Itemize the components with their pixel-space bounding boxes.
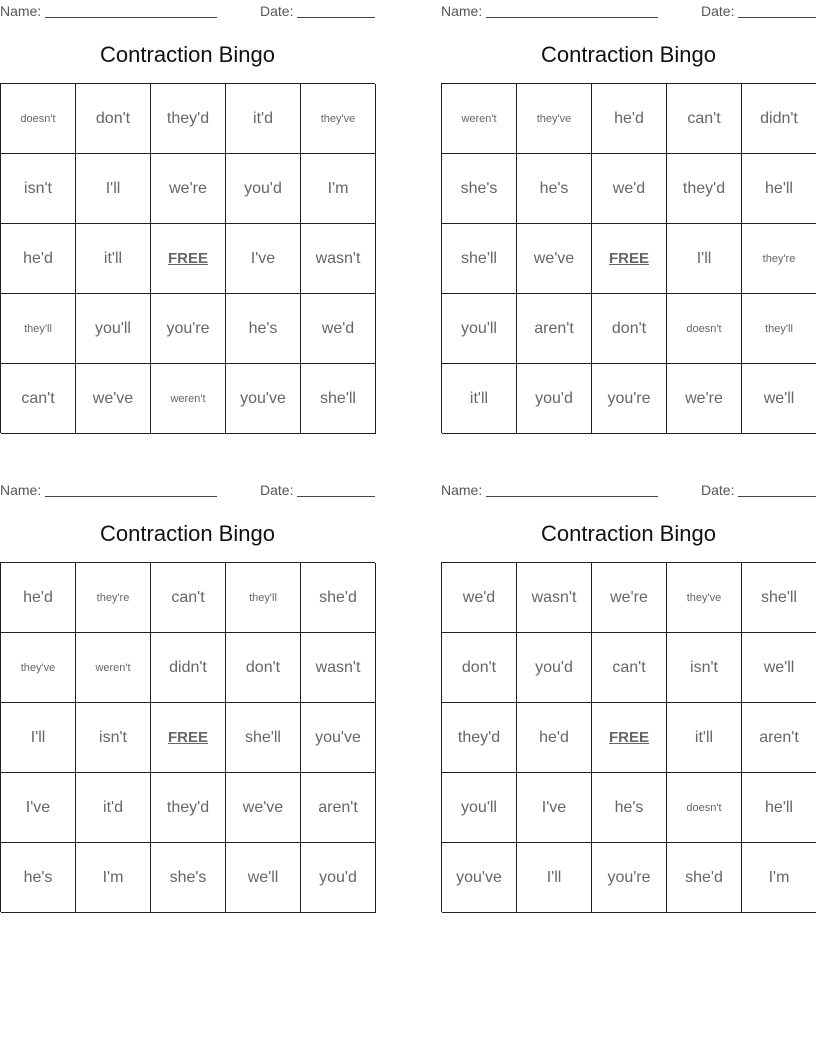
name-blank-line <box>45 17 217 18</box>
bingo-cell: he's <box>1 843 76 913</box>
bingo-cell: don't <box>442 633 517 703</box>
bingo-cell: it'll <box>442 364 517 434</box>
bingo-grid <box>0 562 375 912</box>
bingo-cell: he's <box>226 294 301 364</box>
bingo-cell: you'd <box>301 843 376 913</box>
bingo-cell: doesn't <box>1 84 76 154</box>
card-title: Contraction Bingo <box>541 521 716 546</box>
card-title: Contraction Bingo <box>100 42 275 67</box>
bingo-cell: they'd <box>151 84 226 154</box>
bingo-cell: it'll <box>667 703 742 773</box>
bingo-cell: he'd <box>1 224 76 294</box>
bingo-cell: it'd <box>76 773 151 843</box>
bingo-cell: we've <box>517 224 592 294</box>
bingo-cell: we'd <box>442 563 517 633</box>
name-label: Name: <box>441 482 483 498</box>
bingo-cell: he's <box>517 154 592 224</box>
bingo-cell: you're <box>151 294 226 364</box>
name-blank-line <box>486 496 658 497</box>
bingo-cell: it'd <box>226 84 301 154</box>
bingo-grid <box>0 83 375 433</box>
date-label: Date: <box>260 482 294 498</box>
bingo-cell: we've <box>226 773 301 843</box>
bingo-cell: they'll <box>742 294 816 364</box>
bingo-cell: I'm <box>301 154 376 224</box>
bingo-cell: I've <box>1 773 76 843</box>
bingo-cell: you'll <box>442 773 517 843</box>
bingo-cell: I'll <box>517 843 592 913</box>
bingo-cell: I've <box>226 224 301 294</box>
bingo-cell: they'll <box>226 563 301 633</box>
bingo-cell: they've <box>1 633 76 703</box>
bingo-cell: he'll <box>742 154 816 224</box>
bingo-cell: she'd <box>667 843 742 913</box>
bingo-cell: can't <box>667 84 742 154</box>
bingo-cell: we're <box>667 364 742 434</box>
bingo-cell: he'll <box>742 773 816 843</box>
bingo-cell: we'll <box>742 364 816 434</box>
card-title: Contraction Bingo <box>100 521 275 546</box>
free-space-cell: FREE <box>151 224 226 294</box>
bingo-cell: we're <box>151 154 226 224</box>
bingo-cell: they'd <box>151 773 226 843</box>
date-label: Date: <box>260 3 294 19</box>
free-space-cell: FREE <box>151 703 226 773</box>
name-blank-line <box>486 17 658 18</box>
bingo-cell: you'd <box>517 364 592 434</box>
date-label: Date: <box>701 3 735 19</box>
bingo-cell: it'll <box>76 224 151 294</box>
bingo-cell: can't <box>151 563 226 633</box>
bingo-cell: you've <box>442 843 517 913</box>
date-label: Date: <box>701 482 735 498</box>
name-label: Name: <box>0 482 42 498</box>
card-header <box>0 0 375 22</box>
bingo-card-1 <box>0 0 375 433</box>
bingo-cell: can't <box>592 633 667 703</box>
bingo-cell: we'll <box>226 843 301 913</box>
bingo-cell: they've <box>517 84 592 154</box>
bingo-cell: she'll <box>442 224 517 294</box>
bingo-cell: he'd <box>592 84 667 154</box>
bingo-cell: they'd <box>442 703 517 773</box>
bingo-cell: she's <box>442 154 517 224</box>
bingo-card-2 <box>441 0 816 433</box>
bingo-card-3 <box>0 479 375 912</box>
bingo-cell: we'd <box>301 294 376 364</box>
bingo-cell: I've <box>517 773 592 843</box>
bingo-cell: you'd <box>517 633 592 703</box>
bingo-cell: doesn't <box>667 773 742 843</box>
bingo-cell: she'd <box>301 563 376 633</box>
bingo-cell: didn't <box>742 84 816 154</box>
bingo-cell: they're <box>742 224 816 294</box>
bingo-cell: he'd <box>1 563 76 633</box>
bingo-card-4 <box>441 479 816 912</box>
bingo-cell: you're <box>592 843 667 913</box>
bingo-grid <box>441 562 816 912</box>
bingo-cell: isn't <box>1 154 76 224</box>
bingo-cell: don't <box>226 633 301 703</box>
bingo-cell: you're <box>592 364 667 434</box>
bingo-grid <box>441 83 816 433</box>
bingo-cell: I'm <box>76 843 151 913</box>
bingo-cell: don't <box>76 84 151 154</box>
date-blank-line <box>738 496 816 497</box>
card-title: Contraction Bingo <box>541 42 716 67</box>
bingo-cell: isn't <box>76 703 151 773</box>
bingo-cell: wasn't <box>517 563 592 633</box>
date-blank-line <box>297 496 375 497</box>
bingo-cell: weren't <box>151 364 226 434</box>
bingo-cell: you'll <box>76 294 151 364</box>
bingo-cell: I'll <box>76 154 151 224</box>
bingo-cell: they'll <box>1 294 76 364</box>
bingo-cell: he's <box>592 773 667 843</box>
name-blank-line <box>45 496 217 497</box>
bingo-cell: she's <box>151 843 226 913</box>
name-label: Name: <box>441 3 483 19</box>
bingo-cell: I'll <box>667 224 742 294</box>
date-blank-line <box>297 17 375 18</box>
bingo-cell: doesn't <box>667 294 742 364</box>
bingo-cell: you've <box>226 364 301 434</box>
name-label: Name: <box>0 3 42 19</box>
bingo-cell: they've <box>667 563 742 633</box>
bingo-cell: they've <box>301 84 376 154</box>
card-header <box>441 0 816 22</box>
bingo-cell: wasn't <box>301 633 376 703</box>
bingo-cell: we're <box>592 563 667 633</box>
bingo-cell: don't <box>592 294 667 364</box>
bingo-cell: they'd <box>667 154 742 224</box>
bingo-cell: he'd <box>517 703 592 773</box>
bingo-cell: we'd <box>592 154 667 224</box>
bingo-cell: weren't <box>76 633 151 703</box>
bingo-cell: you've <box>301 703 376 773</box>
bingo-cell: we'll <box>742 633 816 703</box>
bingo-cell: weren't <box>442 84 517 154</box>
free-space-cell: FREE <box>592 224 667 294</box>
free-space-cell: FREE <box>592 703 667 773</box>
card-header <box>441 479 816 501</box>
bingo-cell: isn't <box>667 633 742 703</box>
bingo-cell: wasn't <box>301 224 376 294</box>
bingo-cell: we've <box>76 364 151 434</box>
bingo-cell: they're <box>76 563 151 633</box>
bingo-cell: I'll <box>1 703 76 773</box>
bingo-cell: you'd <box>226 154 301 224</box>
bingo-cell: aren't <box>517 294 592 364</box>
bingo-cell: didn't <box>151 633 226 703</box>
bingo-cell: aren't <box>742 703 816 773</box>
bingo-cell: can't <box>1 364 76 434</box>
bingo-cell: aren't <box>301 773 376 843</box>
card-header <box>0 479 375 501</box>
date-blank-line <box>738 17 816 18</box>
bingo-cell: she'll <box>301 364 376 434</box>
bingo-cell: she'll <box>742 563 816 633</box>
bingo-cell: you'll <box>442 294 517 364</box>
bingo-cell: she'll <box>226 703 301 773</box>
bingo-cell: I'm <box>742 843 816 913</box>
